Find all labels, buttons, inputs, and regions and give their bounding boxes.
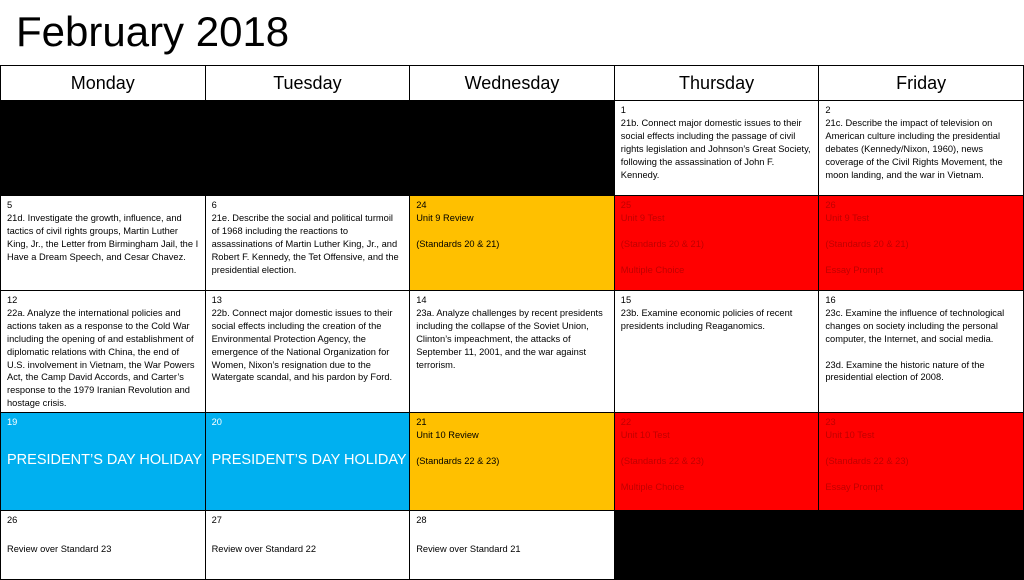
day-content: 21d. Investigate the growth, influence, and tactics of civil rights groups, Martin Luther King, Jr., the Letter from Birmingham Jail, the I Have a Dream Speech, and Cesar Chavez. <box>7 212 199 262</box>
day-cell-15[interactable] <box>614 291 819 413</box>
day-cell-26[interactable] <box>819 196 1024 291</box>
day-number: 23 <box>825 417 836 428</box>
day-number: 24 <box>416 200 427 210</box>
standards-label: (Standards 22 & 23) <box>825 455 909 466</box>
day-content: 23a. Analyze challenges by recent presidents including the collapse of the Soviet Union, Clinton’s impeachment, the attacks of September 11, 2001, and the war against terrorism. <box>416 307 603 370</box>
day-cell-1[interactable] <box>614 101 819 196</box>
day-number: 27 <box>211 515 222 526</box>
day-header-wednesday: Wednesday <box>410 66 615 101</box>
day-cell-12[interactable] <box>1 291 206 413</box>
test-format-label: Multiple Choice <box>620 264 685 275</box>
standards-label: (Standards 20 & 21) <box>416 238 500 249</box>
week-row <box>1 413 1024 511</box>
day-cell-21[interactable] <box>410 413 615 511</box>
day-number: 6 <box>211 200 217 210</box>
empty-day-cell <box>614 511 819 580</box>
day-cell-16[interactable] <box>819 291 1024 413</box>
day-content: 21c. Describe the impact of television on American culture including the presidential debates (Kennedy/Nixon, 1960), news coverage of the Civil Rights Movement, the moon landing, and the war in Vietnam. <box>825 117 1003 180</box>
day-number: 12 <box>7 295 18 305</box>
week-row <box>1 196 1024 291</box>
day-number: 22 <box>620 417 632 428</box>
test-format-label: Multiple Choice <box>620 481 685 492</box>
day-content: 23b. Examine economic policies of recent presidents including Reaganomics. <box>620 307 793 331</box>
day-number: 19 <box>7 417 18 428</box>
day-cell-24[interactable] <box>410 196 615 291</box>
page-title: February 2018 <box>16 8 290 55</box>
empty-day-cell <box>410 101 615 196</box>
unit-label: Unit 10 Review <box>416 430 479 441</box>
day-content: 22a. Analyze the international policies and actions taken as a response to the Cold War including the opening of and establishment of diplomatic relations with China, the end of U.S. involvement in Vietnam, the War Powers Act, the Camp David Accords, and Carter’s response to the 1979 Iranian Revolution and hostage crisis. <box>7 307 195 409</box>
standards-label: (Standards 22 & 23) <box>416 455 500 466</box>
day-number: 25 <box>620 200 632 210</box>
unit-label: Unit 10 Test <box>620 430 670 441</box>
day-cell-2[interactable] <box>819 101 1024 196</box>
unit-label: Unit 9 Test <box>620 212 665 223</box>
day-cell-25[interactable] <box>614 196 819 291</box>
holiday-label: PRESIDENT’S DAY HOLIDAY <box>211 452 407 469</box>
day-number: 5 <box>7 200 13 210</box>
holiday-label: PRESIDENT’S DAY HOLIDAY <box>7 452 202 469</box>
day-number: 15 <box>620 295 632 305</box>
day-cell-6[interactable] <box>205 196 410 291</box>
day-header-tuesday: Tuesday <box>205 66 410 101</box>
header-row <box>1 66 1024 101</box>
empty-day-cell <box>205 101 410 196</box>
day-header-friday: Friday <box>819 66 1024 101</box>
day-cell-14[interactable] <box>410 291 615 413</box>
day-content: 21e. Describe the social and political turmoil of 1968 including the reactions to assassinations of Martin Luther King, Jr., and Robert F. Kennedy, the Tet Offensive, and the presidential election. <box>211 212 399 275</box>
calendar-grid <box>0 65 1024 580</box>
day-content: Review over Standard 21 <box>416 544 521 555</box>
test-format-label: Essay Prompt <box>825 481 884 492</box>
day-content: Review over Standard 23 <box>7 544 112 555</box>
week-row <box>1 291 1024 413</box>
unit-label: Unit 9 Test <box>825 212 870 223</box>
day-content: 22b. Connect major domestic issues to their social effects including the creation of the Environmental Protection Agency, the emergence of the National Organization for Women, Nixon’s resignation due to the Watergate scandal, and his pardon by Ford. <box>211 307 393 383</box>
day-cell-20[interactable] <box>205 413 410 511</box>
test-format-label: Essay Prompt <box>825 264 884 275</box>
empty-day-cell <box>1 101 206 196</box>
day-number: 28 <box>416 515 427 526</box>
day-content: 23d. Examine the historic nature of the presidential election of 2008. <box>825 359 985 383</box>
standards-label: (Standards 20 & 21) <box>825 238 909 249</box>
day-content: 23c. Examine the influence of technological changes on society including the personal computer, the Internet, and social media. <box>825 307 1005 344</box>
day-header-thursday: Thursday <box>614 66 819 101</box>
empty-day-cell <box>819 511 1024 580</box>
standards-label: (Standards 20 & 21) <box>620 238 704 249</box>
day-cell-22[interactable] <box>614 413 819 511</box>
day-content: Review over Standard 22 <box>211 544 316 555</box>
standards-label: (Standards 22 & 23) <box>620 455 704 466</box>
unit-label: Unit 10 Test <box>825 430 875 441</box>
day-cell-13[interactable] <box>205 291 410 413</box>
day-cell-5[interactable] <box>1 196 206 291</box>
day-number: 16 <box>825 295 836 305</box>
day-header-monday: Monday <box>1 66 206 101</box>
day-cell-23[interactable] <box>819 413 1024 511</box>
unit-label: Unit 9 Review <box>416 212 474 223</box>
day-number: 1 <box>620 105 626 115</box>
day-content: 21b. Connect major domestic issues to their social effects including the passage of civil rights legislation and Johnson’s Great Society, following the assassination of John F. Kennedy. <box>620 117 811 180</box>
week-row <box>1 511 1024 580</box>
day-number: 20 <box>211 417 222 428</box>
day-number: 26 <box>7 515 18 526</box>
day-cell-27[interactable] <box>205 511 410 580</box>
day-cell-19[interactable] <box>1 413 206 511</box>
day-number: 21 <box>416 417 427 428</box>
day-cell-28[interactable] <box>410 511 615 580</box>
day-cell-26-review[interactable] <box>1 511 206 580</box>
day-number: 26 <box>825 200 836 210</box>
week-row <box>1 101 1024 196</box>
day-number: 14 <box>416 295 427 305</box>
day-number: 13 <box>211 295 222 305</box>
day-number: 2 <box>825 105 831 115</box>
